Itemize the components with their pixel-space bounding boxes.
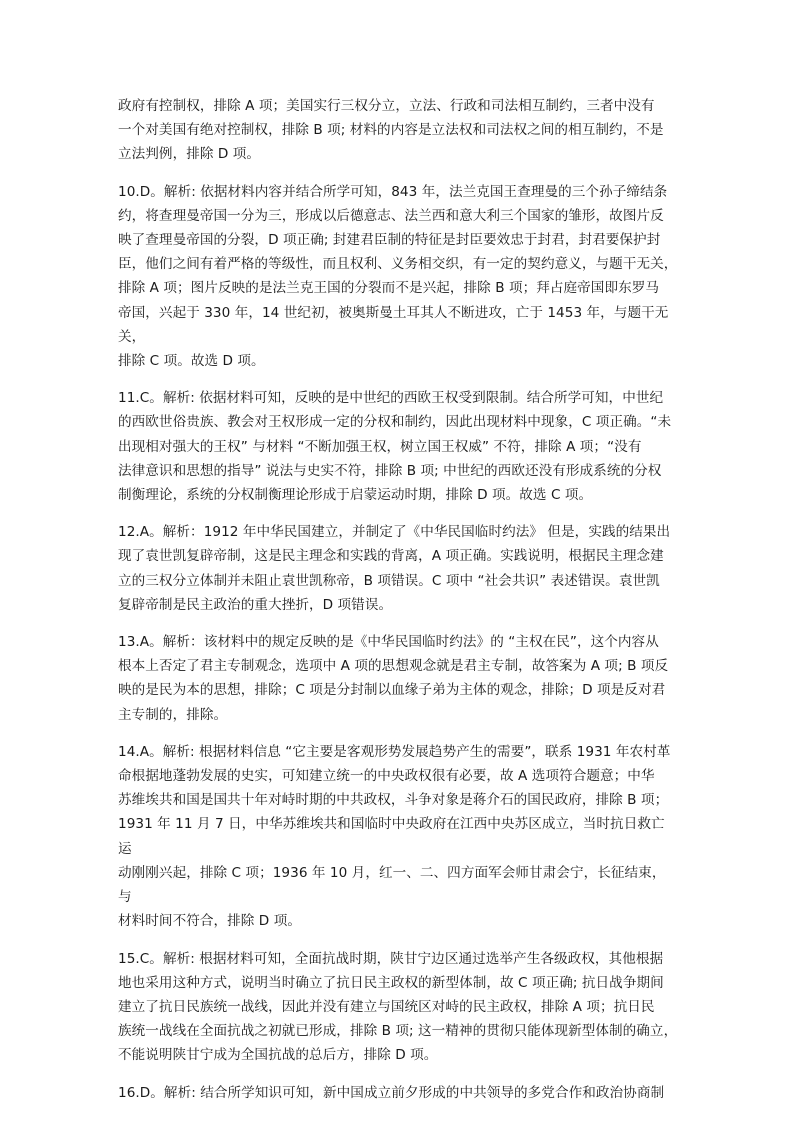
answer-14: 14.A。解析: 根据材料信息 “它主要是客观形势发展趋势产生的需要”，联系 1931 年农村革 命根据地蓬勃发展的史实，可知建立统一的中央政权很有必要，故 A 选项符合题意；中华 苏维埃共和国是国共十年对峙时期的中共政权，斗争对象是蒋介石的国民政府，排除 B 项； 1931 年 11 月 7 日，中华苏维埃共和国临时中央政府在江西中央苏区成立，当时抗日救亡运 动刚刚兴起，排除 C 项；1936 年 10 月，红一、二、四方面军会师甘肃会宁，长征结束，与 材料时间不符合，排除 D 项。 (118, 743, 671, 930)
answer-10: 10.D。解析: 依据材料内容并结合所学可知，843 年，法兰克国王查理曼的三个孙子缔结条 约，将查理曼帝国一分为三，形成以后德意志、法兰西和意大利三个国家的雏形，故图片反 映了查理曼帝国的分裂，D 项正确; 封建君臣制的特征是封臣要效忠于封君，封君要保护封 臣，他们之间有着严格的等级性，而且权利、义务相交织，有一定的契约意义，与题干无关， 排除 A 项；图片反映的是法兰克王国的分裂而不是兴起，排除 B 项；拜占庭帝国即东罗马 帝国，兴起于 330 年，14 世纪初，被奥斯曼土耳其人不断进攻，亡于 1453 年，与题干无关， 排除 C 项。故选 D 项。 (118, 183, 678, 370)
answer-16: 16.D。解析: 结合所学知识可知，新中国成立前夕形成的中共领导的多党合作和政治协商制 (118, 1084, 665, 1101)
document-body (118, 94, 678, 1118)
answer-15: 15.C。解析: 根据材料可知，全面抗战时期，陕甘宁边区通过选举产生各级政权，其他根据 地也采用这种方式，说明当时确立了抗日民主政权的新型体制，故 C 项正确; 抗日战争期间 建立了抗日民族统一战线，因此并没有建立与国统区对峙的民主政权，排除 A 项；抗日民 族统一战线在全面抗战之初就已形成，排除 B 项; 这一精神的贯彻只能体现新型体制的确立， 不能说明陕甘宁成为全国抗战的总后方，排除 D 项。 (118, 950, 678, 1064)
answer-11: 11.C。解析: 依据材料可知，反映的是中世纪的西欧王权受到限制。结合所学可知，中世纪 的西欧世俗贵族、教会对王权形成一定的分权和制约，因此出现材料中现象，C 项正确。“未 出现相对强大的王权” 与材料 “不断加强王权，树立国王权威” 不符，排除 A 项；“没有 法律意识和思想的指导” 说法与史实不符，排除 B 项; 中世纪的西欧还没有形成系统的分权 制衡理论，系统的分权制衡理论形成于启蒙运动时期，排除 D 项。故选 C 项。 (118, 390, 672, 504)
answer-12: 12.A。解析：1912 年中华民国建立，并制定了《中华民国临时约法》 但是，实践的结果出 现了袁世凯复辟帝制，这是民主理念和实践的背离，A 项正确。实践说明，根据民主理念建 立的三权分立体制并未阻止袁世凯称帝，B 项错误。C 项中 “社会共识” 表述错误。袁世凯 复辟帝制是民主政治的重大挫折，D 项错误。 (118, 524, 671, 613)
answer-13: 13.A。解析：该材料中的规定反映的是《中华民国临时约法》的 “主权在民”，这个内容从 根本上否定了君主专制观念，选项中 A 项的思想观念就是君主专制，故答案为 A 项; B 项反 映的是民为本的思想，排除；C 项是分封制以血缘子弟为主体的观念，排除；D 项是反对君 主专制的，排除。 (118, 634, 669, 723)
paragraph-continuation: 政府有控制权，排除 A 项；美国实行三权分立，立法、行政和司法相互制约，三者中没有 一个对美国有绝对控制权，排除 B 项; 材料的内容是立法权和司法权之间的相互制约，不是 立法判例，排除 D 项。 (118, 98, 664, 163)
